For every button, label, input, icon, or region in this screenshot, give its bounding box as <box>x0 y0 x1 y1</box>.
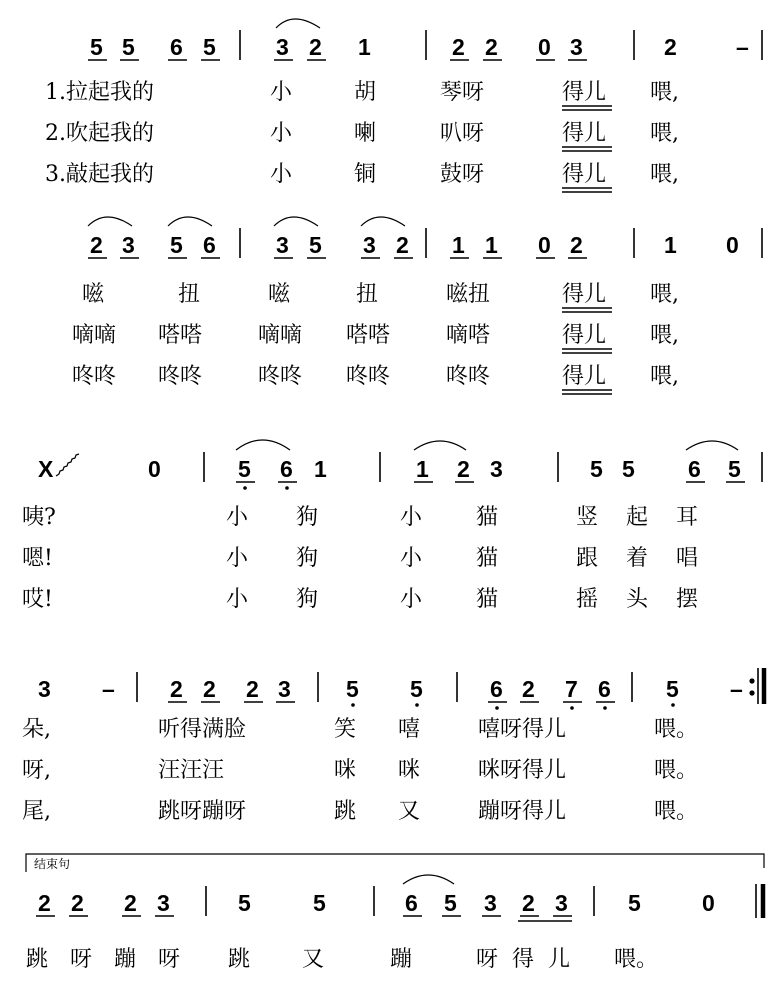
lyric-syllable: 跟 <box>576 546 599 571</box>
note: 5 <box>313 890 326 916</box>
lyric-syllable: 蹦呀得儿 <box>478 799 567 824</box>
slur <box>361 217 405 226</box>
note: 2 <box>570 232 583 258</box>
lyric-syllable: 听得满脸 <box>158 717 247 742</box>
note: 3 <box>278 676 291 702</box>
ending-bracket <box>26 854 764 872</box>
lyric-syllable: 狗 <box>296 505 319 530</box>
lyric-syllable: 嗒嗒 <box>158 323 203 348</box>
note: 6 <box>490 676 503 702</box>
lyric-syllable: 小 <box>226 587 249 612</box>
lyric-syllable: 呀, <box>22 758 51 783</box>
lyric-syllable: 尾, <box>22 799 51 824</box>
lyric-syllable: 跳 <box>334 799 357 824</box>
note: – <box>102 676 115 702</box>
lyric-syllable: 狗 <box>296 546 319 571</box>
lyric-syllable: 嗒嗒 <box>346 323 391 348</box>
note: 0 <box>148 456 161 482</box>
note: 3 <box>570 34 583 60</box>
lyric-syllable: 琴呀 <box>440 80 485 105</box>
octave-dot <box>351 703 355 707</box>
repeat-dot <box>749 678 754 683</box>
note: 3 <box>122 232 135 258</box>
lyric-syllable: 得儿 <box>562 323 607 348</box>
lyric-syllable: 叭呀 <box>440 121 485 146</box>
note: 0 <box>702 890 715 916</box>
slur <box>414 441 466 450</box>
octave-dot <box>243 486 247 490</box>
lyric-syllable: 呀 <box>476 947 499 972</box>
note: 2 <box>485 34 498 60</box>
lyric-syllable: 起 <box>626 505 649 530</box>
lyric-syllable: 喂。 <box>614 947 659 972</box>
lyric-syllable: 嗯! <box>22 546 53 571</box>
lyric-syllable: 小 <box>400 505 423 530</box>
slur <box>236 440 290 450</box>
note: 2 <box>203 676 216 702</box>
lyric-syllable: 竖 <box>576 505 599 530</box>
note: 5 <box>628 890 641 916</box>
note: 1 <box>416 456 429 482</box>
note: 5 <box>444 890 457 916</box>
lyric-syllable: 狗 <box>296 587 319 612</box>
lyric-syllable: 儿 <box>548 947 571 972</box>
lyric-syllable: 咚咚 <box>72 364 117 389</box>
note: 0 <box>538 232 551 258</box>
lyric-syllable: 猫 <box>476 546 499 571</box>
note: X <box>38 456 54 482</box>
note: 3 <box>276 34 289 60</box>
note: 1 <box>314 456 327 482</box>
lyric-syllable: 咪 <box>334 758 357 783</box>
note: 3 <box>38 676 51 702</box>
lyric-syllable: 朵, <box>22 717 51 742</box>
mark-layer <box>26 19 764 921</box>
ending-label: 结束句 <box>34 857 71 871</box>
note: 7 <box>565 676 578 702</box>
note: 2 <box>452 34 465 60</box>
glissando-mark <box>56 454 79 476</box>
lyric-syllable: 呀 <box>70 947 93 972</box>
lyric-syllable: 汪汪汪 <box>158 758 225 783</box>
note: 5 <box>728 456 741 482</box>
note: 2 <box>522 890 535 916</box>
lyric-syllable: 胡 <box>354 80 377 105</box>
lyric-layer <box>22 80 698 972</box>
note: 3 <box>490 456 503 482</box>
lyric-syllable: 蹦 <box>114 947 137 972</box>
note: 2 <box>38 890 51 916</box>
lyric-syllable: 嘻 <box>398 717 421 742</box>
note: 5 <box>590 456 603 482</box>
lyric-syllable: 猫 <box>476 587 499 612</box>
note: 2 <box>522 676 535 702</box>
repeat-dot <box>749 690 754 695</box>
slur <box>686 441 738 450</box>
note: 1 <box>358 34 371 60</box>
lyric-syllable: 嘀嗒 <box>446 323 491 348</box>
lyric-syllable: 着 <box>626 546 649 571</box>
note: 5 <box>238 890 251 916</box>
note: 1 <box>452 232 465 258</box>
note: 3 <box>276 232 289 258</box>
note: 6 <box>405 890 418 916</box>
note: 1 <box>485 232 498 258</box>
note: – <box>736 34 749 60</box>
note: 2 <box>71 890 84 916</box>
lyric-syllable: 跳 <box>228 947 251 972</box>
lyric-syllable: 扭 <box>178 282 201 307</box>
note: 5 <box>238 456 251 482</box>
note: 5 <box>309 232 322 258</box>
octave-dot <box>603 706 607 710</box>
lyric-syllable: 1.拉起我的 <box>45 80 154 105</box>
note: 5 <box>666 676 679 702</box>
note: 1 <box>664 232 677 258</box>
note: 5 <box>622 456 635 482</box>
lyric-syllable: 小 <box>270 162 293 187</box>
octave-dot <box>495 706 499 710</box>
note: 3 <box>555 890 568 916</box>
note: 2 <box>170 676 183 702</box>
lyric-syllable: 得儿 <box>562 364 607 389</box>
note: 2 <box>90 232 103 258</box>
note: 2 <box>124 890 137 916</box>
lyric-syllable: 喂, <box>650 80 679 105</box>
lyric-syllable: 喂, <box>650 282 679 307</box>
lyric-syllable: 咚咚 <box>258 364 303 389</box>
lyric-syllable: 喂, <box>650 323 679 348</box>
lyric-syllable: 嘻呀得儿 <box>478 717 567 742</box>
note: – <box>730 676 743 702</box>
lyric-syllable: 2.吹起我的 <box>45 121 154 146</box>
lyric-syllable: 咚咚 <box>158 364 203 389</box>
lyric-syllable: 鼓呀 <box>440 162 485 187</box>
lyric-syllable: 蹦 <box>390 947 413 972</box>
note: 3 <box>157 890 170 916</box>
lyric-syllable: 嗞 <box>82 282 105 307</box>
lyric-syllable: 咪 <box>398 758 421 783</box>
octave-dot <box>570 706 574 710</box>
note: 2 <box>664 34 677 60</box>
lyric-syllable: 耳 <box>676 505 699 530</box>
lyric-syllable: 猫 <box>476 505 499 530</box>
lyric-syllable: 嗞扭 <box>446 282 491 307</box>
octave-dot <box>285 486 289 490</box>
lyric-syllable: 笑 <box>334 717 357 742</box>
lyric-syllable: 头 <box>626 587 649 612</box>
note: 5 <box>410 676 423 702</box>
note: 5 <box>170 232 183 258</box>
note: 6 <box>203 232 216 258</box>
slur <box>276 19 320 28</box>
lyric-syllable: 咪呀得儿 <box>478 758 567 783</box>
lyric-syllable: 咦? <box>22 505 56 530</box>
note: 5 <box>90 34 103 60</box>
note: 5 <box>203 34 216 60</box>
lyric-syllable: 喇 <box>354 121 377 146</box>
note: 2 <box>309 34 322 60</box>
lyric-syllable: 扭 <box>356 282 379 307</box>
lyric-syllable: 哎! <box>22 587 53 612</box>
lyric-syllable: 小 <box>226 546 249 571</box>
lyric-syllable: 喂。 <box>654 717 699 742</box>
lyric-syllable: 喂, <box>650 162 679 187</box>
lyric-syllable: 得儿 <box>562 162 607 187</box>
lyric-syllable: 喂。 <box>654 758 699 783</box>
note: 6 <box>598 676 611 702</box>
lyric-syllable: 得儿 <box>562 282 607 307</box>
lyric-syllable: 嘀嘀 <box>72 323 117 348</box>
note: 6 <box>688 456 701 482</box>
slur <box>274 217 318 226</box>
lyric-syllable: 嗞 <box>268 282 291 307</box>
lyric-syllable: 小 <box>400 546 423 571</box>
lyric-syllable: 小 <box>226 505 249 530</box>
lyric-syllable: 喂, <box>650 364 679 389</box>
octave-dot <box>671 703 675 707</box>
note: 5 <box>346 676 359 702</box>
lyric-syllable: 小 <box>270 121 293 146</box>
note: 6 <box>170 34 183 60</box>
slur <box>168 217 212 226</box>
lyric-syllable: 得儿 <box>562 80 607 105</box>
octave-dot <box>415 703 419 707</box>
lyric-syllable: 又 <box>302 947 325 972</box>
note: 0 <box>538 34 551 60</box>
lyric-syllable: 摆 <box>676 587 699 612</box>
lyric-syllable: 跳呀蹦呀 <box>158 799 247 824</box>
lyric-syllable: 咚咚 <box>446 364 491 389</box>
note: 0 <box>726 232 739 258</box>
lyric-syllable: 呀 <box>158 947 181 972</box>
note: 5 <box>122 34 135 60</box>
note: 3 <box>363 232 376 258</box>
lyric-syllable: 又 <box>398 799 421 824</box>
lyric-syllable: 铜 <box>354 162 377 187</box>
note: 2 <box>246 676 259 702</box>
lyric-syllable: 咚咚 <box>346 364 391 389</box>
lyric-syllable: 跳 <box>26 947 49 972</box>
slur <box>88 217 132 226</box>
note: 3 <box>484 890 497 916</box>
note: 2 <box>457 456 470 482</box>
lyric-syllable: 小 <box>400 587 423 612</box>
lyric-syllable: 摇 <box>576 587 599 612</box>
lyric-syllable: 嘀嘀 <box>258 323 303 348</box>
lyric-syllable: 喂。 <box>654 799 699 824</box>
lyric-syllable: 得 <box>512 947 535 972</box>
lyric-syllable: 喂, <box>650 121 679 146</box>
lyric-syllable: 小 <box>270 80 293 105</box>
note: 2 <box>396 232 409 258</box>
note: 6 <box>280 456 293 482</box>
lyric-syllable: 3.敲起我的 <box>45 162 154 187</box>
slur <box>403 875 454 884</box>
lyric-syllable: 得儿 <box>562 121 607 146</box>
lyric-syllable: 唱 <box>676 546 699 571</box>
